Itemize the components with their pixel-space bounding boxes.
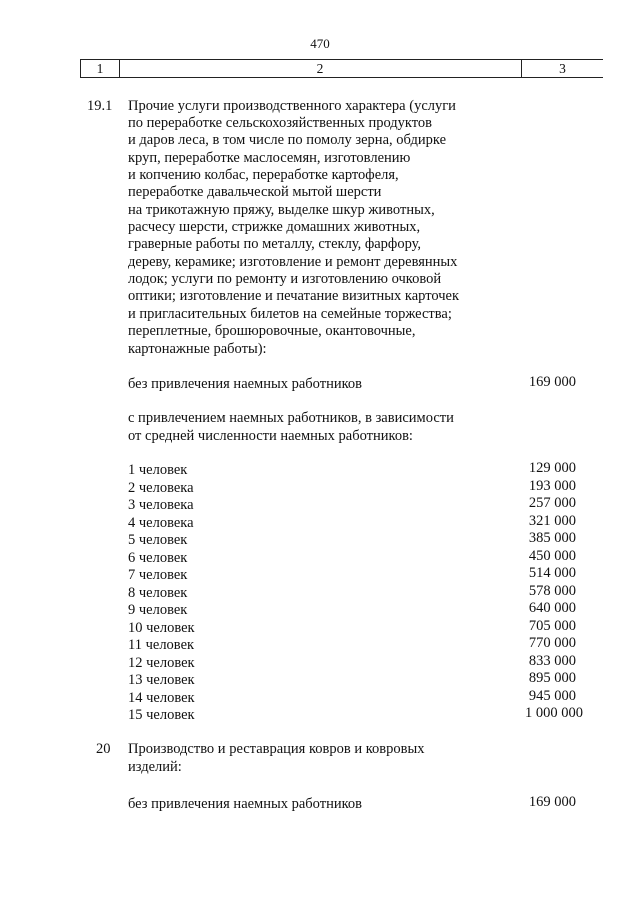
description-line: дереву, керамике; изготовление и ремонт деревянных — [128, 254, 458, 270]
description-line: изделий: — [128, 759, 182, 775]
without-workers-value: 169 000 — [528, 374, 576, 390]
description-line: граверные работы по металлу, стеклу, фарфору, — [128, 236, 422, 252]
page-number: 470 — [310, 36, 330, 51]
description-line: Производство и реставрация ковров и ковровых — [128, 741, 425, 757]
description-line: Прочие услуги производственного характера (услуги — [128, 98, 456, 114]
worker-row-label: 4 человека — [128, 515, 194, 531]
with-workers-heading: с привлечением наемных работников, в зависимости — [128, 410, 454, 426]
worker-row-label: 3 человека — [128, 497, 194, 513]
worker-row-value: 514 000 — [528, 565, 576, 581]
description-line: на трикотажную пряжу, выделке шкур животных, — [128, 202, 435, 218]
worker-row-value: 578 000 — [528, 583, 576, 599]
worker-row-value: 833 000 — [528, 653, 576, 669]
worker-row-value: 1 000 000 — [525, 705, 583, 721]
description-line: расчесу шерсти, стрижке домашних животных, — [128, 219, 421, 235]
description-line: оптики; изготовление и печатание визитных карточек — [128, 288, 460, 304]
description-line: круп, переработке маслосемян, изготовлению — [128, 150, 411, 166]
worker-row-value: 770 000 — [528, 635, 576, 651]
worker-row-label: 15 человек — [128, 707, 195, 723]
worker-row-value: 895 000 — [528, 670, 576, 686]
worker-row-label: 8 человек — [128, 585, 188, 601]
worker-row-label: 11 человек — [128, 637, 195, 653]
worker-row-label: 2 человека — [128, 480, 194, 496]
column-header-2: 2 — [316, 61, 324, 76]
worker-row-label: 5 человек — [128, 532, 188, 548]
worker-row-label: 12 человек — [128, 655, 195, 671]
worker-row-label: 1 человек — [128, 462, 188, 478]
without-workers-label: без привлечения наемных работников — [128, 376, 362, 392]
worker-row-value: 450 000 — [528, 548, 576, 564]
with-workers-heading: от средней численности наемных работников: — [128, 428, 413, 444]
worker-row-value: 640 000 — [528, 600, 576, 616]
description-line: переплетные, брошюровочные, окантовочные, — [128, 323, 416, 339]
description-line: картонажные работы): — [128, 341, 267, 357]
worker-row-value: 193 000 — [528, 478, 576, 494]
description-line: и даров леса, в том числе по помолу зерна, обдирке — [128, 132, 447, 148]
without-workers-value: 169 000 — [528, 794, 576, 810]
worker-row-value: 257 000 — [528, 495, 576, 511]
column-header-1: 1 — [96, 61, 104, 76]
worker-row-value: 321 000 — [528, 513, 576, 529]
worker-row-label: 14 человек — [128, 690, 195, 706]
description-line: и пригласительных билетов на семейные торжества; — [128, 306, 452, 322]
column-header-3: 3 — [559, 61, 566, 76]
worker-row-label: 7 человек — [128, 567, 188, 583]
worker-row-label: 13 человек — [128, 672, 195, 688]
column-header-row — [80, 59, 603, 78]
description-line: и копчению колбас, переработке картофеля, — [128, 167, 399, 183]
item-number: 20 — [96, 741, 111, 757]
worker-row-value: 705 000 — [528, 618, 576, 634]
item-number: 19.1 — [87, 98, 113, 114]
worker-row-value: 385 000 — [528, 530, 576, 546]
description-line: лодок; услуги по ремонту и изготовлению очковой — [128, 271, 442, 287]
description-line: переработке давальческой мытой шерсти — [128, 184, 382, 200]
worker-row-label: 10 человек — [128, 620, 195, 636]
worker-row-label: 9 человек — [128, 602, 188, 618]
worker-row-label: 6 человек — [128, 550, 188, 566]
worker-row-value: 945 000 — [528, 688, 576, 704]
without-workers-label: без привлечения наемных работников — [128, 796, 362, 812]
description-line: по переработке сельскохозяйственных продуктов — [128, 115, 433, 131]
worker-row-value: 129 000 — [528, 460, 576, 476]
